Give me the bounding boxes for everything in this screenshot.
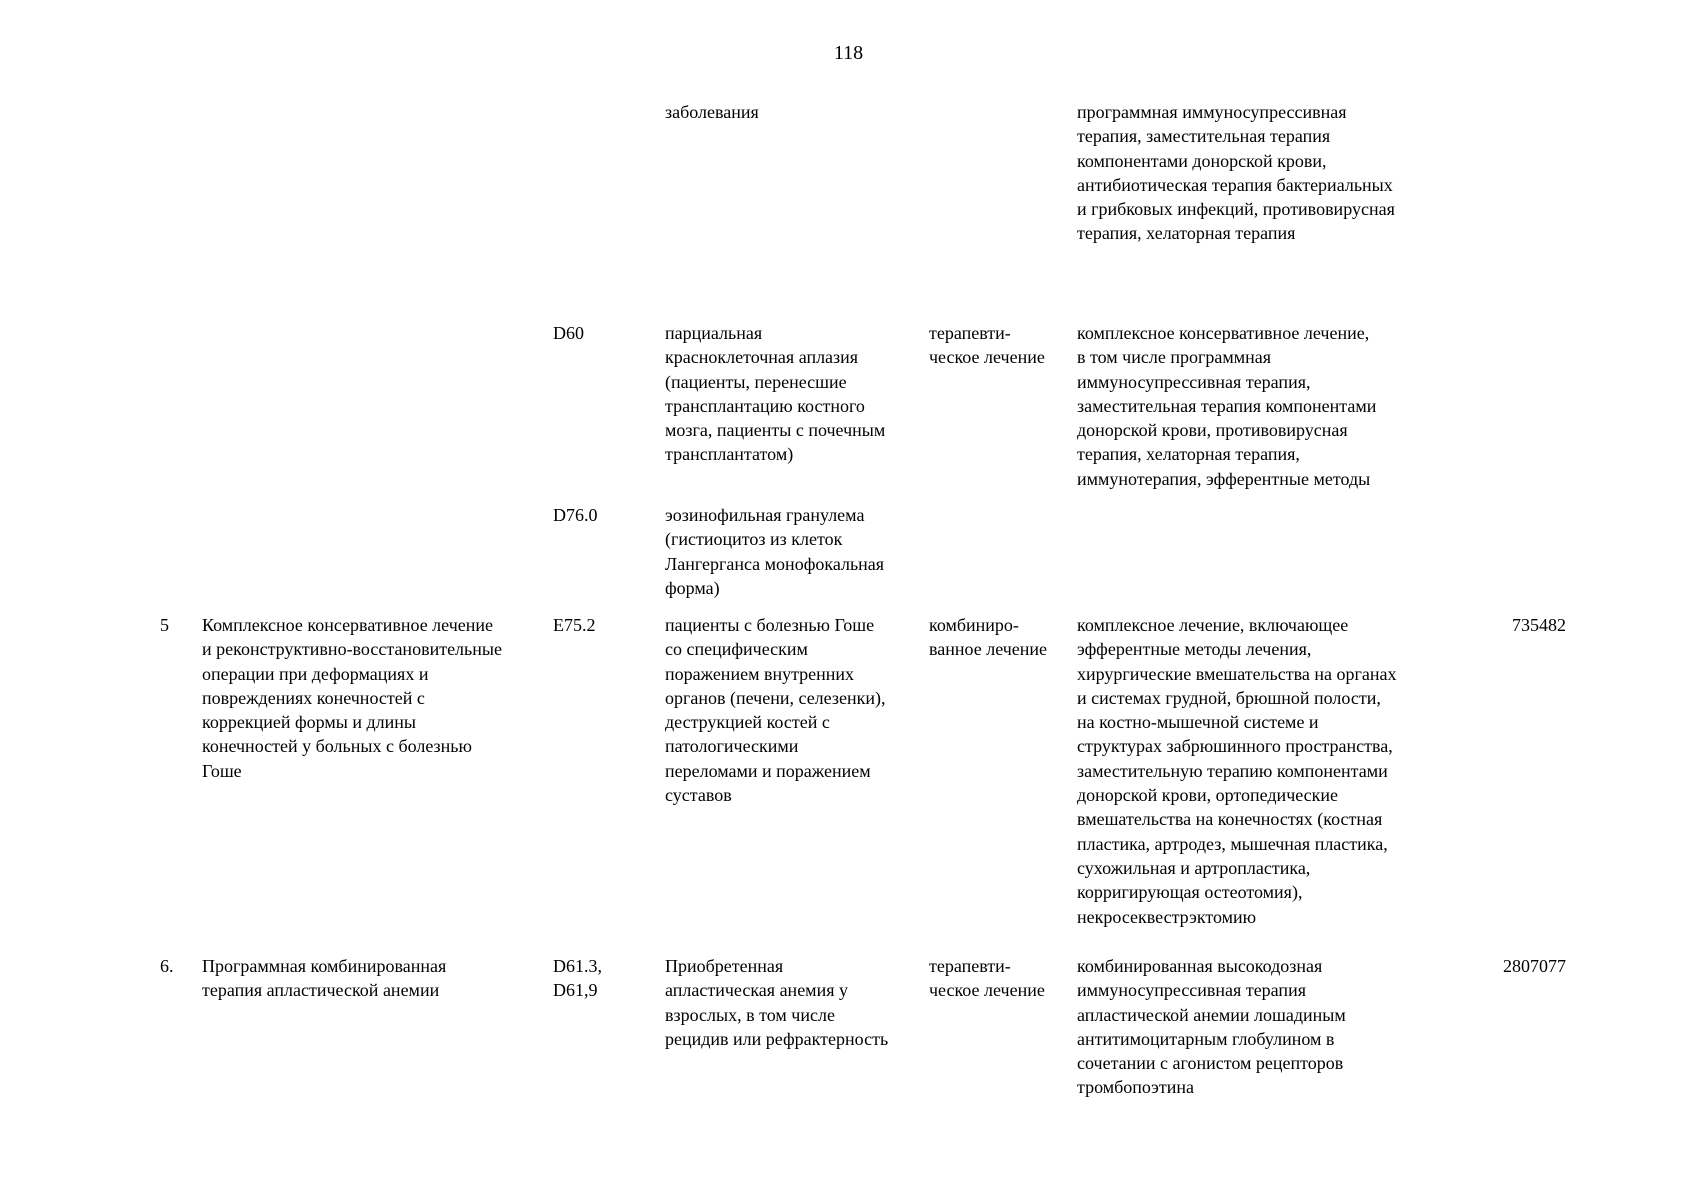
patient-model-cell: пациенты с болезнью Гоше со специфическим поражением внутренних органов (печени, селезенки), деструкцией костей с патологическими переломами и поражением суставов (665, 615, 886, 806)
procedure-name-cell: Комплексное консервативное лечение и реконструктивно-восстановительные операции при деформациях и повреждениях конечностей с коррекцией формы и длины конечностей у больных с болезнью Гоше (202, 615, 502, 781)
treatment-type-cell: терапевти- ческое лечение (929, 956, 1045, 1001)
row-number-cell: 5 (160, 615, 169, 635)
treatment-type-cell: комбиниро- ванное лечение (929, 615, 1048, 660)
patient-model-cell: парциальная красноклеточная аплазия (пациенты, перенесшие трансплантацию костного мозга, пациенты с почечным трансплантатом) (665, 323, 886, 465)
treatment-method-cell: комбинированная высокодозная иммуносупрессивная терапия апластической анемии лошадиным антитимоцитарным глобулином в сочетании с агонистом рецепторов тромбопоэтина (1077, 956, 1346, 1098)
icd-code-cell: D76.0 (553, 505, 598, 525)
treatment-method-cell: программная иммуносупрессивная терапия, заместительная терапия компонентами донорской крови, антибиотическая терапия бактериальных и грибковых инфекций, противовирусная терапия, хелаторная терапия (1077, 102, 1395, 244)
row-number-cell: 6. (160, 956, 174, 976)
patient-model-cell: заболевания (665, 102, 759, 122)
icd-code-cell: D61.3, D61,9 (553, 956, 602, 1001)
patient-model-cell: Приобретенная апластическая анемия у взрослых, в том числе рецидив или рефрактерность (665, 956, 889, 1049)
icd-code-cell: E75.2 (553, 615, 596, 635)
treatment-method-cell: комплексное консервативное лечение, в том числе программная иммуносупрессивная терапия, заместительная терапия компонентами донорской крови, противовирусная терапия, хелаторная терапия, иммунотерапия, эфферентные методы (1077, 323, 1377, 489)
cost-cell: 2807077 (1503, 956, 1566, 976)
treatment-method-cell: комплексное лечение, включающее эфферентные методы лечения, хирургические вмешательства на органах и системах грудной, брюшной полости, на костно-мышечной системе и структурах забрюшинного пространства, заместительную терапию компонентами донорской крови, ортопедические вмешательства на конечностях (костная пластика, артродез, мышечная пластика, сухожильная и артропластика, корригирующая остеотомия), некросеквестрэктомию (1077, 615, 1397, 927)
patient-model-cell: эозинофильная гранулема (гистиоцитоз из клеток Лангерганса монофокальная форма) (665, 505, 885, 598)
page-number: 118 (833, 42, 864, 64)
treatment-type-cell: терапевти- ческое лечение (929, 323, 1045, 368)
icd-code-cell: D60 (553, 323, 584, 343)
cost-cell: 735482 (1512, 615, 1566, 635)
procedure-name-cell: Программная комбинированная терапия апластической анемии (202, 956, 447, 1001)
